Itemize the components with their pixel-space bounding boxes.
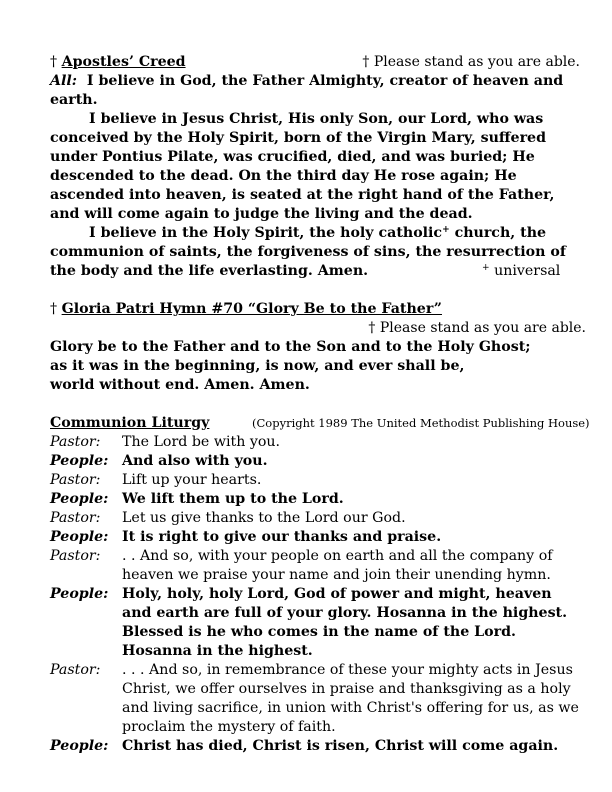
universal-mark: + — [442, 225, 450, 235]
creed-line-3: I believe in Jesus Christ, His only Son, our Lord, who was — [89, 111, 544, 127]
creed-line-7: ascended into heaven, is seated at the right hand of the Father, — [50, 187, 555, 203]
liturgy-text-line: And also with you. — [122, 453, 268, 469]
pastor-line — [122, 509, 580, 528]
people-label: People: — [50, 738, 109, 754]
liturgy-row — [50, 471, 580, 490]
liturgy-row — [50, 585, 580, 661]
liturgy-text-line: It is right to give our thanks and praise. — [122, 529, 442, 545]
liturgy-dialogue — [50, 433, 580, 756]
liturgy-row — [50, 452, 580, 471]
creed-line-2: earth. — [50, 92, 98, 108]
people-response — [122, 528, 580, 547]
liturgy-text-line: Let us give thanks to the Lord our God. — [122, 510, 406, 526]
gloria-title: Gloria Patri Hymn #70 “Glory Be to the Father” — [61, 301, 442, 317]
liturgy-text-line: and earth are full of your glory. Hosanna in the highest. — [122, 605, 568, 621]
people-response — [122, 585, 580, 661]
creed-text: I believe in the Holy Spirit, the holy catholic — [89, 225, 443, 241]
creed-heading — [50, 53, 580, 72]
creed-title: Apostles’ Creed — [61, 54, 186, 70]
creed-text: the body and the life everlasting. Amen. — [50, 263, 369, 279]
gloria-line-3: world without end. Amen. Amen. — [50, 377, 310, 393]
gloria-line-2: as it was in the beginning, is now, and ever shall be, — [50, 358, 465, 374]
creed-line-4: conceived by the Holy Spirit, born of the Virgin Mary, suffered — [50, 130, 546, 146]
pastor-label: Pastor: — [50, 472, 101, 488]
creed-text: I believe in God, the Father Almighty, creator of heaven and — [86, 73, 564, 89]
liturgy-text-line: Holy, holy, holy Lord, God of power and might, heaven — [122, 586, 552, 602]
creed-line-10: communion of saints, the forgiveness of sins, the resurrection of — [50, 244, 566, 260]
pastor-label: Pastor: — [50, 662, 101, 678]
pastor-label: Pastor: — [50, 510, 101, 526]
liturgy-row — [50, 547, 580, 585]
bulletin-page — [50, 53, 590, 756]
creed-line-1 — [50, 72, 580, 91]
liturgy-row — [50, 490, 580, 509]
creed-line-8: and will come again to judge the living and the dead. — [50, 206, 473, 222]
people-label: People: — [50, 586, 109, 602]
liturgy-row — [50, 433, 580, 452]
gloria-heading — [50, 300, 580, 319]
liturgy-text-line: Blessed is he who comes in the name of the Lord. — [122, 624, 516, 640]
creed-text: church, the — [449, 225, 547, 241]
communion-heading — [50, 414, 590, 433]
pastor-line — [122, 547, 580, 585]
liturgy-text-line: Christ has died, Christ is risen, Christ will come again. — [122, 738, 559, 754]
creed-line-9 — [50, 224, 580, 243]
creed-stand-note: † Please stand as you are able. — [362, 54, 580, 70]
pastor-line — [122, 471, 580, 490]
liturgy-row — [50, 528, 580, 547]
liturgy-text-line: . . And so, with your people on earth and all the company of — [122, 548, 553, 564]
liturgy-text-line: heaven we praise your name and join their unending hymn. — [122, 567, 551, 583]
all-label: All: — [50, 73, 78, 89]
dagger-mark: † — [50, 301, 58, 317]
universal-footnote — [482, 262, 560, 281]
people-response — [122, 452, 580, 471]
liturgy-text-line: We lift them up to the Lord. — [122, 491, 344, 507]
gloria-line-1: Glory be to the Father and to the Son and to the Holy Ghost; — [50, 339, 531, 355]
copyright-note: (Copyright 1989 The United Methodist Publishing House) — [252, 416, 590, 430]
people-label: People: — [50, 529, 109, 545]
people-response — [122, 737, 580, 756]
liturgy-row — [50, 661, 580, 737]
liturgy-text-line: Christ, we offer ourselves in praise and thanksgiving as a holy — [122, 681, 571, 697]
creed-line-11 — [50, 262, 580, 281]
pastor-line — [122, 433, 580, 452]
creed-line-5: under Pontius Pilate, was crucified, died, and was buried; He — [50, 149, 535, 165]
liturgy-text-line: and living sacrifice, in union with Christ's offering for us, as we — [122, 700, 579, 716]
dagger-mark: † — [50, 54, 58, 70]
liturgy-text-line: Hosanna in the highest. — [122, 643, 313, 659]
liturgy-row — [50, 509, 580, 528]
communion-title: Communion Liturgy — [50, 415, 210, 431]
pastor-label: Pastor: — [50, 548, 101, 564]
people-label: People: — [50, 491, 109, 507]
pastor-label: Pastor: — [50, 434, 101, 450]
liturgy-text-line: . . . And so, in remembrance of these your mighty acts in Jesus — [122, 662, 573, 678]
universal-mark: + — [482, 263, 490, 273]
liturgy-text-line: proclaim the mystery of faith. — [122, 719, 336, 735]
liturgy-row — [50, 737, 580, 756]
pastor-line — [122, 661, 580, 737]
gloria-stand-row — [50, 319, 586, 338]
people-response — [122, 490, 580, 509]
universal-label: universal — [494, 263, 561, 279]
creed-line-6: descended to the dead. On the third day He rose again; He — [50, 168, 517, 184]
gloria-stand-note: † Please stand as you are able. — [368, 320, 586, 336]
liturgy-text-line: Lift up your hearts. — [122, 472, 262, 488]
people-label: People: — [50, 453, 109, 469]
liturgy-text-line: The Lord be with you. — [122, 434, 281, 450]
